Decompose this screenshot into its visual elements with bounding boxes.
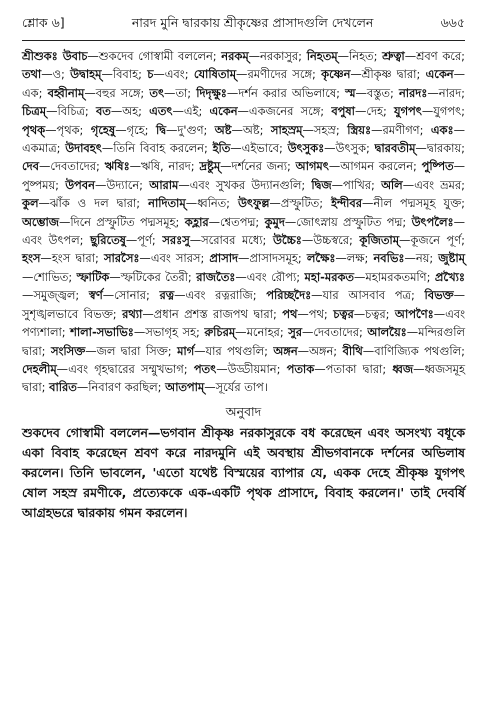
synonym-word: তৎ [149, 85, 165, 100]
synonym-meaning: স্ফটিকের তৈরী [120, 269, 188, 284]
synonym-word: দ্বারবতীম্ [374, 141, 416, 156]
synonym-meaning: এবং রত্নরাজি [185, 288, 253, 303]
verse-reference: শ্লোক ৬] [22, 15, 65, 30]
synonym-word: উচ্চৈঃ [272, 233, 302, 248]
synonym-meaning: শ্রীকৃষ্ণ দ্বারা [361, 67, 417, 82]
synonym-meaning: রমণীদের সঙ্গে [247, 67, 312, 82]
synonym-meaning: নিবারণ করছিল [88, 380, 158, 395]
synonym-meaning: মহামরকতমণি [365, 269, 427, 284]
synonym-word: ঋষিঃ [104, 159, 130, 174]
synonym-word: তথা [22, 67, 42, 82]
synonym-meaning: রমণীগণ [382, 122, 420, 137]
synonym-word: পৃথক্ [22, 122, 46, 137]
synonym-word: গৃহেষু [90, 122, 116, 137]
synonym-meaning: নরকাসুর [260, 49, 299, 63]
synonym-meaning: আগমন করলেন [340, 159, 413, 174]
synonym-word: পুষ্পিত [421, 159, 454, 174]
synonym-meaning: এবং গৃহদ্বারের সম্মুখভাগ [68, 361, 184, 376]
synonym-meaning: প্রধান প্রশস্ত রাজপথ দ্বারা [153, 306, 273, 321]
synonym-word: বত [95, 104, 111, 119]
synonym-meaning: এই [183, 104, 199, 119]
synonym-meaning: নিহত [349, 49, 374, 63]
synonym-word: প্রখ্যৈঃ [434, 269, 465, 284]
synonym-word: বারিত [49, 380, 77, 395]
synonym-word: অম্ভোজ [22, 214, 59, 229]
synonym-word: রুচিরম্ [204, 325, 236, 340]
synonym-word: নিহতম্ [306, 49, 338, 63]
synonym-word: পথ [282, 306, 298, 321]
synonym-word: উৎপলৈঃ [411, 214, 454, 229]
synonym-meaning: একজনের সঙ্গে [248, 104, 321, 119]
synonym-word: শ্রুত্বা [382, 49, 405, 63]
synonym-word: উদ্বাহম্ [70, 67, 102, 82]
synonym-meaning: এবং সারস [150, 251, 201, 266]
synonym-meaning: বহুর সঙ্গে [95, 85, 141, 100]
synonym-meaning: জল দ্বারা সিক্ত [96, 343, 168, 358]
synonym-meaning: শোভিত [33, 269, 69, 284]
synonym-meaning: মনোহর [246, 325, 280, 340]
synonym-meaning: এবং ভ্রমর [414, 177, 462, 192]
synonym-meaning: উচ্চস্বরে [313, 233, 350, 248]
synonym-word: কুমুদ [264, 214, 285, 229]
synonym-meaning: যুগপৎ [433, 104, 462, 119]
synonym-word: বহ্বীনাম্ [47, 85, 85, 100]
synonym-word: দ্রষ্টুম্ [199, 159, 221, 174]
synonym-meaning: দর্শনের জন্য [231, 159, 288, 174]
synonym-meaning: এবং [164, 67, 185, 82]
synonym-word: স্ম [345, 85, 356, 100]
synonym-word: একেন [209, 104, 238, 119]
synonym-meaning: বাণিজ্যিক পথগুলি [374, 343, 462, 358]
synonym-meaning: গৃহে [126, 122, 145, 137]
synonym-word: আলয়ৈঃ [367, 325, 407, 340]
synonyms-paragraph: শ্রীশুকঃ উবাচ—শুকদেব গোস্বামী বললেন; নরকম্—নরকাসুর; নিহতম্—নিহত; শ্রুত্বা—শ্রবণ করে; তথা—ও; উদ্বাহম্—বিবাহ; চ—এবং; যোষিতাম্—রমণীদের সঙ্গে; কৃষ্ণেন—শ্রীকৃষ্ণ দ্বারা; একেন—এক; বহ্বীনাম্—বহুর সঙ্গে; তৎ—তা; দিদৃক্ষুঃ—দর্শন করার অভিলাষে; স্ম—বস্তুত; নারদঃ—নারদ; চিত্রম্—বিচিত্র; বত—অহ; এতৎ—এই; একেন—একজনের সঙ্গে; বপুষা—দেহ; যুগপৎ—যুগপৎ; পৃথক্—পৃথক; গৃহেষু—গৃহে; দ্বি—দু'গুণ; অষ্ট—অষ্ট; সাহস্রম্—সহস্র; স্ত্রিয়ঃ—রমণীগণ; একঃ—একমাত্র; উদাবহৎ—তিনি বিবাহ করলেন; ইতি—এইভাবে; উৎসুকঃ—উৎসুক; দ্বারবতীম্—দ্বারকায়; দেব—দেবতাদের; ঋষিঃ—ঋষি, নারদ; দ্রষ্টুম্—দর্শনের জন্য; আগমৎ—আগমন করলেন; পুষ্পিত—পুষ্পময়; উপবন—উদ্যানে; আরাম—এবং সুখকর উদ্যানগুলি; দ্বিজ—পাখির; অলি—এবং ভ্রমর; কুল—ঝাঁক ও দল দ্বারা; নাদিতাম্—ধ্বনিত; উৎফুল্ল—প্রস্ফুটিত; ইন্দীবর—নীল পদ্মসমূহ যুক্ত; অম্ভোজ—দিনে প্রস্ফুটিত পদ্মসমূহ; কহ্লার—শ্বেতপদ্ম; কুমুদ—জোৎস্নায় প্রস্ফুটিত পদ্ম; উৎপলৈঃ—এবং উৎপল; ছুরিতেষু—পূর্ণ; সরঃসু—সরোবর মধ্যে; উচ্চৈঃ—উচ্চস্বরে; কূজিতাম্—কূজনে পূর্ণ; হংস—হংস দ্বারা; সারসৈঃ—এবং সারস; প্রাসাদ—প্রাসাদসমূহ; লক্ষৈঃ—লক্ষ; নবভিঃ—নয়; জুষ্টাম্—শোভিত; স্ফাটিক—স্ফটিকের তৈরী; রাজতৈঃ—এবং রৌপ্য; মহা-মরকত—মহামরকতমণি; প্রখ্যৈঃ—সমুজ্জ্বল; স্বর্ণ—সোনার; রত্ন—এবং রত্নরাজি; পরিচ্ছদৈঃ—যার আসবাব পত্র; বিভক্ত—সুশৃঙ্খলভাবে বিভক্ত; রথ্যা—প্রধান প্রশস্ত রাজপথ দ্বারা; পথ—পথ; চত্বর—চত্বর; আপণৈঃ—এবং পণ্যশালা; শালা-সভাভিঃ—সভাগৃহ সহ; রুচিরম্—মনোহর; সুর—দেবতাদের; আলয়ৈঃ—মন্দিরগুলি দ্বারা; সংসিক্ত—জল দ্বারা সিক্ত; মার্গ—যার পথগুলি; অঙ্গন—অঙ্গন; বীথি—বাণিজ্যিক পথগুলি; দেহলীম্—এবং গৃহদ্বারের সম্মুখভাগ; পতৎ—উড্ডীয়মান; পতাক—পতাকা দ্বারা; ধ্বজ—ধ্বজসমূহ দ্বারা; বারিত—নিবারণ করছিল; আতপাম্—সূর্যের তাপ। [22, 49, 466, 395]
synonym-meaning: দেবতাদের [313, 325, 360, 340]
synonym-word: মার্গ [177, 343, 195, 358]
synonym-word: রাজতৈঃ [196, 269, 236, 284]
synonym-word: উৎসুকঃ [287, 141, 325, 156]
synonym-word: উদাবহৎ [65, 141, 102, 156]
synonym-word: রথ্যা [122, 306, 143, 321]
synonym-word: বিভক্ত [424, 288, 454, 303]
synonym-word: কৃষ্ণেন [321, 67, 351, 82]
synonym-meaning: মন্দিরগুলি দ্বারা [22, 325, 465, 358]
synonym-word: নারদঃ [398, 85, 428, 100]
synonym-word: আতপাম্ [165, 380, 205, 395]
synonym-word: সংসিক্ত [50, 343, 86, 358]
synonym-word: ছুরিতেষু [90, 233, 126, 248]
synonym-meaning: দর্শন করার অভিলাষে [238, 85, 337, 100]
synonym-meaning: চত্বর [365, 306, 386, 321]
synonym-word: চত্বর [333, 306, 354, 321]
synonym-word: পতাক [286, 361, 315, 376]
synonym-word: যোষিতাম্ [193, 67, 237, 82]
synonym-word: অষ্ট [214, 122, 232, 137]
synonym-meaning: এবং উৎপল [22, 233, 80, 248]
synonym-word: দিদৃক্ষুঃ [196, 85, 227, 100]
synonym-meaning: পুষ্পময় [22, 177, 56, 192]
synonym-meaning: এবং রৌপ্য [246, 269, 297, 284]
synonym-word: অঙ্গন [273, 343, 298, 358]
synonym-meaning: তা [175, 85, 188, 100]
synonym-word: এতৎ [149, 104, 173, 119]
synonym-word: কুল [22, 196, 39, 211]
synonym-word: নাদিতাম্ [148, 196, 186, 211]
synonym-meaning: যার পথগুলি [205, 343, 265, 358]
synonym-word: মহা-মরকত [304, 269, 354, 284]
synonym-word: নবভিঃ [373, 251, 405, 266]
synonym-word: আগমৎ [295, 159, 329, 174]
synonym-meaning: নীল পদ্মসমূহ যুক্ত [373, 196, 462, 211]
synonym-meaning: সমুজ্জ্বল [33, 288, 76, 303]
synonym-meaning: হংস দ্বারা [51, 251, 95, 266]
synonym-word: দ্বিজ [311, 177, 332, 192]
synonym-meaning: অষ্ট [242, 122, 260, 137]
synonym-meaning: পৃথক [56, 122, 80, 137]
synonym-word: স্বর্ণ [88, 288, 103, 303]
synonym-meaning: পাখির [343, 177, 372, 192]
synonym-word: দেহলীম্ [22, 361, 57, 376]
synonym-meaning: অহ [122, 104, 139, 119]
synonym-word: বপুষা [331, 104, 355, 119]
synonym-meaning: জোৎস্নায় প্রস্ফুটিত পদ্ম [296, 214, 403, 229]
synonym-word: স্ফাটিক [76, 269, 110, 284]
synonym-meaning: সভাগৃহ সহ [145, 325, 197, 340]
synonym-word: রত্ন [159, 288, 175, 303]
synonym-meaning: বিচিত্র [57, 104, 85, 119]
synonym-meaning: শ্বেতপদ্ম [220, 214, 256, 229]
synonym-meaning: লক্ষ [346, 251, 365, 266]
header-rule [22, 40, 465, 41]
synonym-word: কহ্লার [184, 214, 209, 229]
synonym-word: চ [147, 67, 154, 82]
synonym-meaning: সুশৃঙ্খলভাবে বিভক্ত [22, 306, 113, 321]
synonym-meaning: কূজনে পূর্ণ [410, 233, 462, 248]
synonym-word: প্রাসাদ [209, 251, 239, 266]
synonym-word: স্ত্রিয়ঃ [347, 122, 372, 137]
synonym-word: ধ্বজ [392, 361, 414, 376]
page-number: ৬৬৫ [440, 15, 465, 30]
synonym-word: আরাম [149, 177, 179, 192]
synonym-meaning: সোনার [114, 288, 146, 303]
synonym-meaning: এবং পণ্যশালা [22, 306, 465, 340]
synonym-word: হংস [22, 251, 41, 266]
synonym-word: কূজিতাম্ [359, 233, 400, 248]
synonym-meaning: শুকদেব গোস্বামী বললেন [98, 49, 213, 63]
synonym-meaning: ধ্বজসমূহ দ্বারা [22, 361, 465, 395]
synonym-word: উৎফুল্ল [238, 196, 270, 211]
synonym-word: শালা-সভাভিঃ [70, 325, 134, 340]
synonym-meaning: বস্তুত [366, 85, 390, 100]
synonym-meaning: উৎসুক [335, 141, 366, 156]
synonym-word: সারসৈঃ [103, 251, 140, 266]
synonym-meaning: সরোবর মধ্যে [201, 233, 263, 248]
synonym-word: একঃ [430, 122, 454, 137]
synonym-meaning: অঙ্গন [309, 343, 334, 358]
synonym-word: নরকম্ [221, 49, 249, 63]
synonym-word: দেব [22, 159, 39, 174]
synonym-word: যুগপৎ [394, 104, 422, 119]
synonym-meaning: প্রাসাদসমূহ [249, 251, 298, 266]
synonym-meaning: ঝাঁক ও দল দ্বারা [49, 196, 137, 211]
synonym-meaning: দেবতাদের [50, 159, 96, 174]
synonym-meaning: এক [22, 85, 39, 100]
synonym-meaning: সহস্র [313, 122, 336, 137]
synonym-meaning: দেহ [366, 104, 383, 119]
synonym-meaning: পূর্ণ [137, 233, 152, 248]
synonym-meaning: দু'গুণ [177, 122, 204, 137]
synonym-word: অলি [381, 177, 403, 192]
synonym-meaning: উদ্যানে [106, 177, 140, 192]
synonym-word: লক্ষৈঃ [306, 251, 336, 266]
synonym-word: পরিচ্ছদৈঃ [266, 288, 312, 303]
translation-paragraph: শুকদেব গোস্বামী বললেন—ভগবান শ্রীকৃষ্ণ নরকাসুরকে বধ করেছেন এবং অসংখ্য বধূকে একা বিবাহ করেছেন শ্রবণ করে নারদমুনি এই অবস্থায় শ্রীভগবানকে দর্শনের অভিলাষ করলেন। তিনি ভাবলেন, 'এতো যথেষ্ট বিস্ময়ের ব্যাপার যে, একক দেহে শ্রীকৃষ্ণ যুগপৎ ষোল সহস্র রমণীকে, প্রত্যেককে এক-একটি পৃথক প্রাসাদে, বিবাহ করলেন।' তাই দেবর্ষি আগ্রহভরে দ্বারকায় গমন করলেন। [22, 424, 465, 520]
synonym-word: আপণৈঃ [394, 306, 434, 321]
synonym-meaning: তিনি বিবাহ করলেন [113, 141, 204, 156]
synonym-word: ইতি [212, 141, 231, 156]
synonym-word: জুষ্টাম্ [438, 251, 465, 266]
synonym-meaning: একমাত্র [22, 141, 57, 156]
synonym-word: পতৎ [193, 361, 217, 376]
synonym-meaning: প্রস্ফুটিত [280, 196, 320, 211]
synonym-word: সরঃসু [162, 233, 190, 248]
synonym-word: শ্রীশুকঃ উবাচ [22, 49, 88, 63]
synonym-meaning: ঋষি, নারদ [141, 159, 191, 174]
synonym-meaning: বিবাহ [112, 67, 139, 82]
synonym-word: ইন্দীবর [331, 196, 363, 211]
synonym-meaning: ধ্বনিত [197, 196, 227, 211]
synonym-meaning: এবং সুখকর উদ্যানগুলি [189, 177, 302, 192]
synonym-word: বীথি [342, 343, 363, 358]
translation-heading: অনুবাদ [225, 403, 262, 419]
synonym-word: সুর [288, 325, 302, 340]
synonym-meaning: দ্বারকায় [426, 141, 462, 156]
page-header [22, 14, 465, 36]
chapter-title: নারদ মুনি দ্বারকায় শ্রীকৃষ্ণের প্রাসাদগুলি দেখলেন [131, 15, 374, 30]
synonym-meaning: পতাকা দ্বারা [325, 361, 383, 376]
synonym-meaning: সূর্যের তাপ। [215, 380, 268, 395]
synonym-meaning: যার আসবাব পত্র [322, 288, 411, 303]
synonym-meaning: পথ [308, 306, 324, 321]
synonym-word: সাহস্রম্ [270, 122, 303, 137]
synonym-word: একেন [425, 67, 454, 82]
synonym-word: দ্বি [155, 122, 166, 137]
synonym-meaning: ও [52, 67, 62, 82]
synonym-meaning: নারদ [438, 85, 462, 100]
synonym-meaning: দিনে প্রস্ফুটিত পদ্মসমূহ [70, 214, 176, 229]
synonym-word: চিত্রম্ [22, 104, 47, 119]
synonym-meaning: নয় [415, 251, 430, 266]
synonym-word: উপবন [65, 177, 95, 192]
synonym-meaning: উড্ডীয়মান [227, 361, 277, 376]
synonym-meaning: শ্রবণ করে [416, 49, 462, 63]
synonym-meaning: এইভাবে [241, 141, 279, 156]
